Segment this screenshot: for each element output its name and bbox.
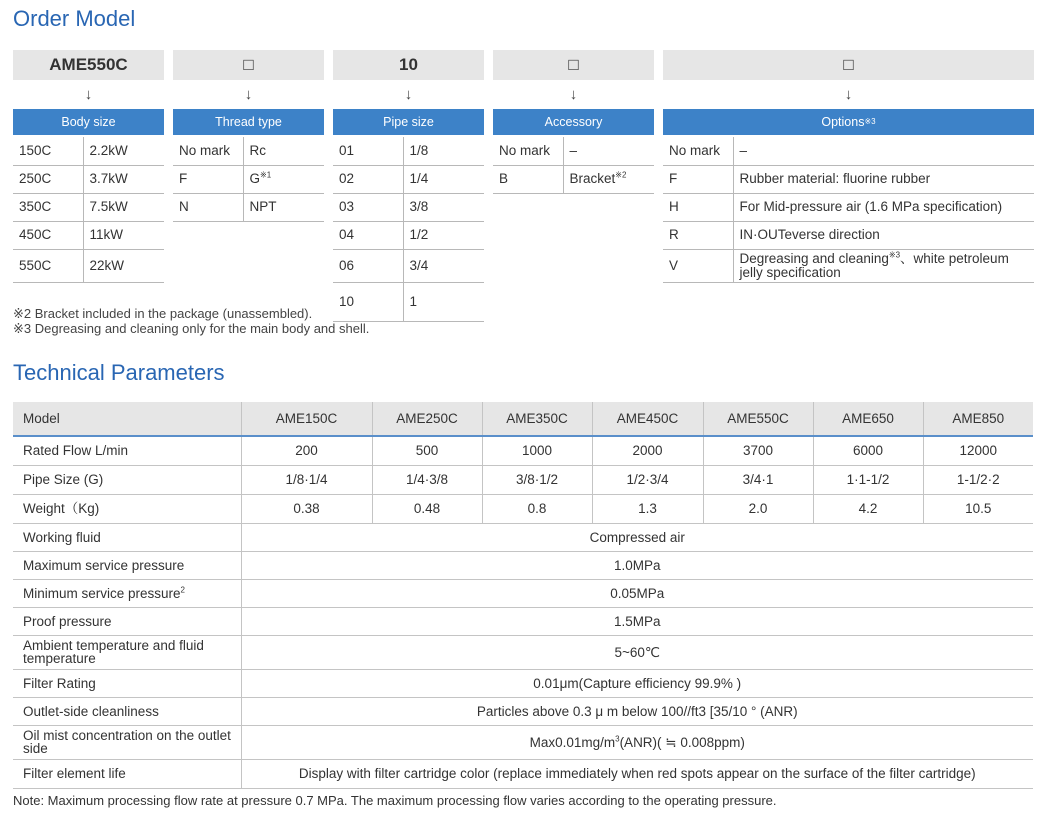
pipe-value: 3/8 <box>403 193 484 221</box>
table-row <box>13 221 164 249</box>
table-row <box>493 137 654 165</box>
table-cell: 200 <box>241 436 372 465</box>
row-label: Filter element life <box>13 759 241 788</box>
row-label: Pipe Size (G) <box>13 465 241 494</box>
body-size-code: 250C <box>13 165 83 193</box>
code-pipe-size: 10 <box>333 50 484 80</box>
accessory-table <box>493 137 654 194</box>
technical-footnote: Note: Maximum processing flow rate at pressure 0.7 MPa. The maximum processing flow varies according to the operating pressure. <box>13 793 777 808</box>
table-cell: 3/8·1/2 <box>482 465 592 494</box>
accessory-mark: No mark <box>493 137 563 165</box>
table-row <box>333 137 484 165</box>
table-cell: 0.8 <box>482 494 592 523</box>
table-row <box>663 193 1034 221</box>
thread-type-table <box>173 137 324 222</box>
body-size-power: 2.2kW <box>83 137 164 165</box>
arrow-down-icon: ↓ <box>84 85 93 103</box>
table-row <box>13 551 1033 579</box>
pipe-code: 01 <box>333 137 403 165</box>
thread-value: Rc <box>243 137 324 165</box>
table-row <box>13 494 1033 523</box>
option-value: Rubber material: fluorine rubber <box>733 165 1034 193</box>
table-row <box>173 137 324 165</box>
table-cell: 1/4·3/8 <box>372 465 482 494</box>
table-cell: 2000 <box>592 436 703 465</box>
pipe-code: 03 <box>333 193 403 221</box>
table-cell: 1000 <box>482 436 592 465</box>
column-header: Model <box>13 402 241 436</box>
table-header-row <box>13 402 1033 436</box>
table-row <box>13 759 1033 788</box>
thread-value: $G^{※1}$ <box>243 165 324 193</box>
table-row <box>13 697 1033 725</box>
column-header: AME850 <box>923 402 1033 436</box>
table-row <box>13 579 1033 607</box>
table-row <box>13 137 164 165</box>
body-size-power: 7.5kW <box>83 193 164 221</box>
pipe-size-table <box>333 137 484 322</box>
thread-mark: N <box>173 193 243 221</box>
header-accessory: Accessory <box>493 109 654 135</box>
order-model-title: Order Model <box>13 6 136 31</box>
table-cell: 0.38 <box>241 494 372 523</box>
column-header: AME150C <box>241 402 372 436</box>
pipe-value: 3/4 <box>403 249 484 282</box>
row-label: Rated Flow L/min <box>13 436 241 465</box>
table-row <box>13 523 1033 551</box>
pipe-value: 1/2 <box>403 221 484 249</box>
header-body-size: Body size <box>13 109 164 135</box>
table-cell: 12000 <box>923 436 1033 465</box>
table-cell: 0.05MPa <box>241 579 1033 607</box>
table-cell: 5~60℃ <box>241 635 1033 669</box>
table-row <box>663 221 1034 249</box>
table-cell: 0.48 <box>372 494 482 523</box>
column-header: AME350C <box>482 402 592 436</box>
table-row <box>333 221 484 249</box>
body-size-code: 450C <box>13 221 83 249</box>
row-label: Proof pressure <box>13 607 241 635</box>
table-row <box>13 669 1033 697</box>
options-table <box>663 137 1034 283</box>
pipe-value: 1/8 <box>403 137 484 165</box>
table-cell: 4.2 <box>813 494 923 523</box>
table-cell: 1-1/2·2 <box>923 465 1033 494</box>
technical-parameters-title: Technical Parameters <box>13 360 225 385</box>
row-label: Outlet-side cleanliness <box>13 697 241 725</box>
code-accessory: □ <box>493 50 654 80</box>
pipe-code: 10 <box>333 282 403 321</box>
header-pipe-size: Pipe size <box>333 109 484 135</box>
table-row <box>493 165 654 193</box>
table-row <box>13 193 164 221</box>
table-row <box>333 193 484 221</box>
table-cell: Compressed air <box>241 523 1033 551</box>
pipe-value: 1 <box>403 282 484 321</box>
table-cell: 1/2·3/4 <box>592 465 703 494</box>
option-mark: F <box>663 165 733 193</box>
table-row <box>663 165 1034 193</box>
body-size-code: 550C <box>13 249 83 282</box>
option-value: – <box>733 137 1034 165</box>
option-mark: H <box>663 193 733 221</box>
column-header: AME450C <box>592 402 703 436</box>
body-size-power: 11kW <box>83 221 164 249</box>
arrow-down-icon: ↓ <box>844 85 853 103</box>
table-row <box>663 137 1034 165</box>
body-size-table <box>13 137 164 283</box>
table-row <box>13 165 164 193</box>
table-cell: 1·1-1/2 <box>813 465 923 494</box>
code-options: □ <box>663 50 1034 80</box>
arrow-down-icon: ↓ <box>404 85 413 103</box>
row-label: Minimum service pressure$^2$ <box>13 579 241 607</box>
pipe-code: 04 <box>333 221 403 249</box>
body-size-power: 22kW <box>83 249 164 282</box>
table-row <box>333 282 484 321</box>
pipe-value: 1/4 <box>403 165 484 193</box>
row-label: Maximum service pressure <box>13 551 241 579</box>
option-value: For Mid-pressure air (1.6 MPa specification) <box>733 193 1034 221</box>
accessory-mark: B <box>493 165 563 193</box>
table-row <box>13 725 1033 759</box>
table-row <box>13 249 164 282</box>
header-thread-type: Thread type <box>173 109 324 135</box>
arrow-down-icon: ↓ <box>569 85 578 103</box>
pipe-code: 02 <box>333 165 403 193</box>
row-label: Weight（Kg) <box>13 494 241 523</box>
table-cell: 1.3 <box>592 494 703 523</box>
table-cell: 6000 <box>813 436 923 465</box>
thread-mark: No mark <box>173 137 243 165</box>
table-row <box>333 165 484 193</box>
row-label: Working fluid <box>13 523 241 551</box>
pipe-code: 06 <box>333 249 403 282</box>
table-cell: Particles above 0.3 μ m below 100//ft3 [35/10 ° (ANR) <box>241 697 1033 725</box>
table-cell: 10.5 <box>923 494 1033 523</box>
technical-parameters-table <box>13 402 1033 789</box>
table-cell: $Max0.01mg/m^3(ANR)$( ≒ 0.008ppm) <box>241 725 1033 759</box>
table-cell: 0.01μm(Capture efficiency 99.9% ) <box>241 669 1033 697</box>
column-header: AME550C <box>703 402 813 436</box>
code-body-size: AME550C <box>13 50 164 80</box>
note-bracket: ※2 Bracket included in the package (unassembled). <box>13 306 313 321</box>
accessory-value: – <box>563 137 654 165</box>
header-options: Options ※3 <box>663 109 1034 135</box>
note-degreasing: ※3 Degreasing and cleaning only for the main body and shell. <box>13 321 370 336</box>
option-mark: No mark <box>663 137 733 165</box>
option-value: Degreasing and cleaning$^{※3}$、white petroleum jelly specification <box>733 249 1034 282</box>
column-header: AME250C <box>372 402 482 436</box>
accessory-value: Bracket$^{※2}$ <box>563 165 654 193</box>
table-row <box>173 165 324 193</box>
column-header: AME650 <box>813 402 923 436</box>
code-thread-type: □ <box>173 50 324 80</box>
option-mark: R <box>663 221 733 249</box>
table-cell: 1.5MPa <box>241 607 1033 635</box>
body-size-code: 150C <box>13 137 83 165</box>
table-row <box>13 465 1033 494</box>
table-cell: 3700 <box>703 436 813 465</box>
table-row <box>173 193 324 221</box>
table-cell: 1/8·1/4 <box>241 465 372 494</box>
table-cell: 3/4·1 <box>703 465 813 494</box>
body-size-power: 3.7kW <box>83 165 164 193</box>
body-size-code: 350C <box>13 193 83 221</box>
table-cell: 1.0MPa <box>241 551 1033 579</box>
table-cell: 500 <box>372 436 482 465</box>
row-label: Oil mist concentration on the outlet side <box>13 725 241 759</box>
table-cell: Display with filter cartridge color (replace immediately when red spots appear on the surface of the filter cartridge) <box>241 759 1033 788</box>
table-row <box>13 635 1033 669</box>
table-cell: 2.0 <box>703 494 813 523</box>
row-label: Filter Rating <box>13 669 241 697</box>
thread-mark: F <box>173 165 243 193</box>
option-value: IN·OUTeverse direction <box>733 221 1034 249</box>
row-label: Ambient temperature and fluid temperature <box>13 635 241 669</box>
arrow-down-icon: ↓ <box>244 85 253 103</box>
thread-value: NPT <box>243 193 324 221</box>
option-mark: V <box>663 249 733 282</box>
table-row <box>13 607 1033 635</box>
table-row <box>663 249 1034 282</box>
table-row <box>333 249 484 282</box>
table-row <box>13 436 1033 465</box>
